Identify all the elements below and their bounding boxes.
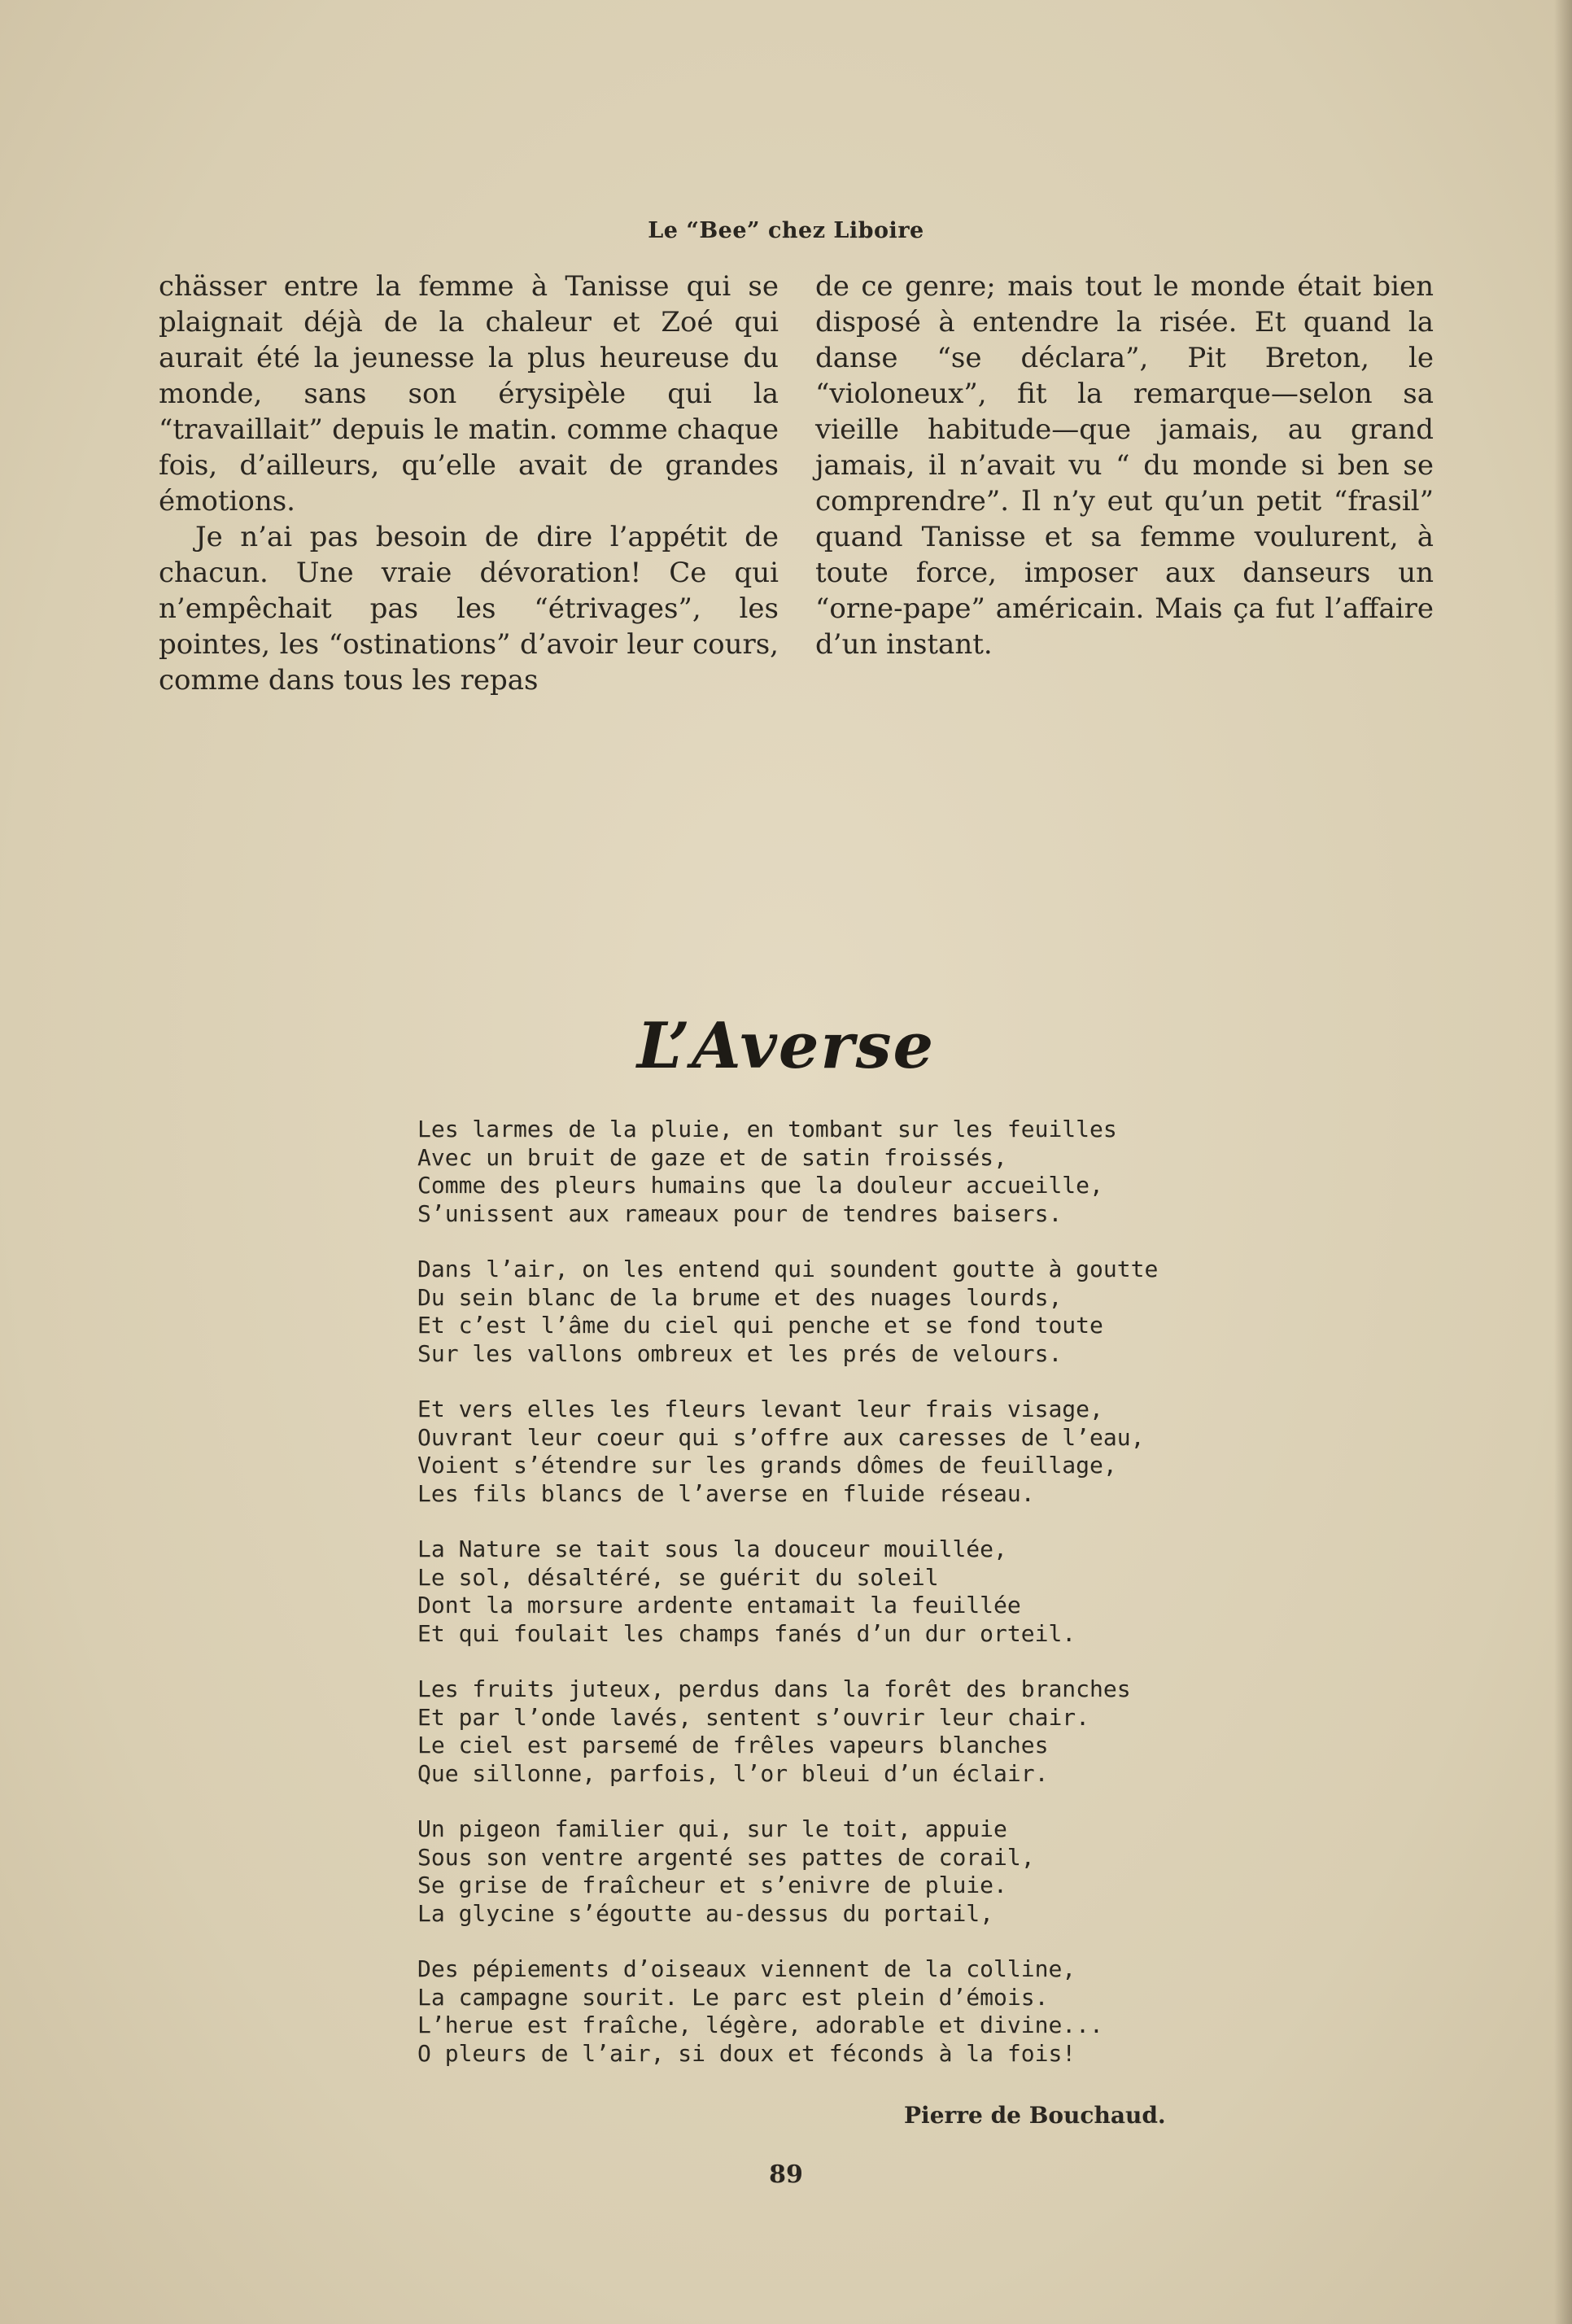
poem-stanza xyxy=(417,1256,1264,1368)
poem-stanza xyxy=(417,1955,1264,2068)
poem-line: Voient s’étendre sur les grands dômes de feuillage, xyxy=(417,1452,1117,1479)
poem-line: Les larmes de la pluie, en tombant sur les feuilles xyxy=(417,1116,1117,1142)
poem-line: Et vers elles les fleurs levant leur frais visage, xyxy=(417,1396,1103,1422)
poem-line: O pleurs de l’air, si doux et féconds à la fois! xyxy=(417,2039,1076,2067)
article-right-column xyxy=(815,269,1434,662)
poem-line: Les fruits juteux, perdus dans la forêt des branches xyxy=(417,1675,1131,1702)
poem-line: Dans l’air, on les entend qui soundent goutte à goutte xyxy=(417,1256,1159,1282)
poem-line: Le ciel est parsemé de frêles vapeurs blanches xyxy=(417,1732,1049,1758)
poem-body xyxy=(417,1116,1264,2095)
poem-stanza xyxy=(417,1536,1264,1648)
poem-stanza xyxy=(417,1396,1264,1508)
article-paragraph: Je n’ai pas besoin de dire l’appétit de chacun. Une vraie dévoration! Ce qui n’empêchait pas les “étrivages”, les pointes, les “ostinations” d’avoir leur cours, comme dans tous les repas xyxy=(159,521,779,697)
poem-title: L’Averse xyxy=(636,1009,936,1083)
poem-stanza xyxy=(417,1815,1264,1928)
poem-line: Du sein blanc de la brume et des nuages lourds, xyxy=(417,1283,1063,1311)
poem-line: Le sol, désaltéré, se guérit du soleil xyxy=(417,1563,939,1591)
poem-line: La Nature se tait sous la douceur mouillée, xyxy=(417,1536,1007,1562)
article-paragraph: chässer entre la femme à Tanisse qui se plaignait déjà de la chaleur et Zoé qui aurait été la jeunesse la plus heureuse du monde, sans son érysipèle qui la “travaillait” depuis le matin. comme chaque fois, d’ailleurs, qu’elle avait de grandes émotions. xyxy=(159,270,779,518)
poem-author: Pierre de Bouchaud. xyxy=(904,2102,1166,2129)
article-left-column xyxy=(159,269,779,698)
poem-line: Avec un bruit de gaze et de satin froissés, xyxy=(417,1143,1007,1171)
running-head: Le “Bee” chez Liboire xyxy=(648,218,924,243)
poem-line: Que sillonne, parfois, l’or bleui d’un éclair. xyxy=(417,1759,1049,1787)
poem-line: Sur les vallons ombreux et les prés de velours. xyxy=(417,1339,1063,1367)
poem-line: L’herue est fraîche, légère, adorable et divine... xyxy=(417,2012,1103,2038)
poem-stanza xyxy=(417,1675,1264,1788)
poem-line: Et c’est l’âme du ciel qui penche et se fond toute xyxy=(417,1312,1103,1339)
poem-line: Ouvrant leur coeur qui s’offre aux caresses de l’eau, xyxy=(417,1423,1145,1451)
poem-line: Et qui foulait les champs fanés d’un dur orteil. xyxy=(417,1619,1076,1647)
poem-line: S’unissent aux rameaux pour de tendres baisers. xyxy=(417,1199,1063,1227)
poem-line: Les fils blancs de l’averse en fluide réseau. xyxy=(417,1479,1035,1507)
poem-line: Un pigeon familier qui, sur le toit, appuie xyxy=(417,1815,1007,1842)
page-number: 89 xyxy=(769,2160,803,2189)
article-paragraph: de ce genre; mais tout le monde était bien disposé à entendre la risée. Et quand la danse “se déclara”, Pit Breton, le “violoneux”, fit la remarque—selon sa vieille habitude—que jamais, au grand jamais, il n’avait vu “ du monde si ben se comprendre”. Il n’y eut qu’un petit “frasil” quand Tanisse et sa femme voulurent, à toute force, imposer aux danseurs un “orne-pape” américain. Mais ça fut l’affaire d’un instant. xyxy=(815,270,1434,661)
poem-line: La glycine s’égoutte au-dessus du portail, xyxy=(417,1899,994,1927)
poem-line: Sous son ventre argenté ses pattes de corail, xyxy=(417,1843,1035,1871)
poem-stanza xyxy=(417,1116,1264,1228)
poem-line: Et par l’onde lavés, sentent s’ouvrir leur chair. xyxy=(417,1703,1090,1731)
poem-line: La campagne sourit. Le parc est plein d’émois. xyxy=(417,1983,1049,2011)
poem-line: Dont la morsure ardente entamait la feuillée xyxy=(417,1592,1021,1618)
poem-line: Comme des pleurs humains que la douleur accueille, xyxy=(417,1172,1103,1199)
poem-line: Se grise de fraîcheur et s’enivre de pluie. xyxy=(417,1872,1007,1898)
poem-line: Des pépiements d’oiseaux viennent de la colline, xyxy=(417,1955,1076,1982)
page-edge-shadow xyxy=(1554,0,1572,2324)
